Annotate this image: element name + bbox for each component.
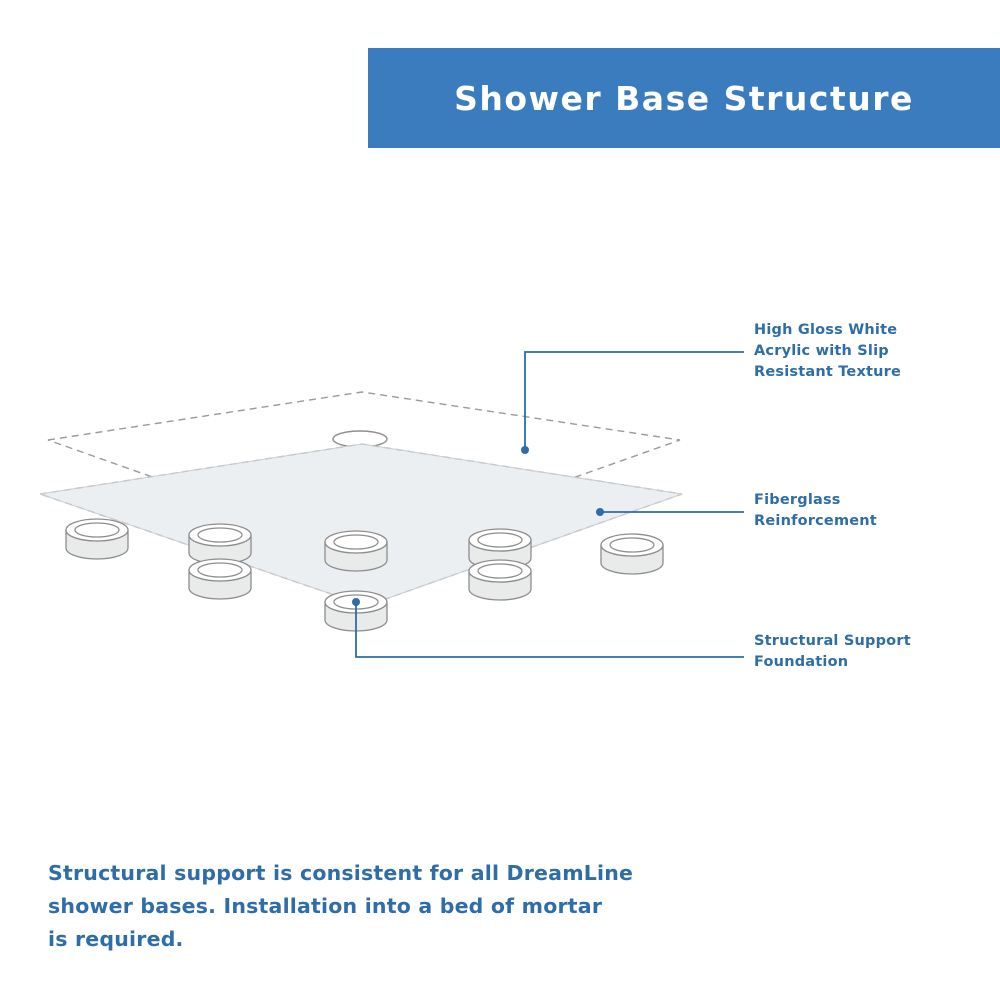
support-ring [469,560,531,600]
callout-acrylic-line1: High Gloss White [754,322,898,338]
callout-acrylic-line2: Acrylic with Slip [754,343,889,360]
footer-note-line1: Structural support is consistent for all DreamLine [48,861,634,885]
callout-acrylic-line3: Resistant Texture [754,364,902,381]
callout-label-support [754,631,964,673]
support-ring [601,534,663,574]
callout-support-line2: Foundation [754,654,849,671]
fiberglass-layer [40,444,682,606]
support-ring [189,559,251,599]
callout-label-fiberglass [754,490,954,532]
callout-fiberglass-line1: Fiberglass [754,492,841,508]
footer-note-line3: is required. [48,927,184,952]
support-ring [325,531,387,571]
page-title: Shower Base Structure [454,78,914,118]
footer-note-line2: shower bases. Installation into a bed of mortar [48,894,603,919]
footer-note [48,857,668,957]
callout-label-acrylic [754,320,954,383]
callout-fiberglass-line2: Reinforcement [754,513,877,530]
callout-support-line1: Structural Support [754,633,911,649]
support-ring [189,524,251,564]
support-ring [66,519,128,559]
